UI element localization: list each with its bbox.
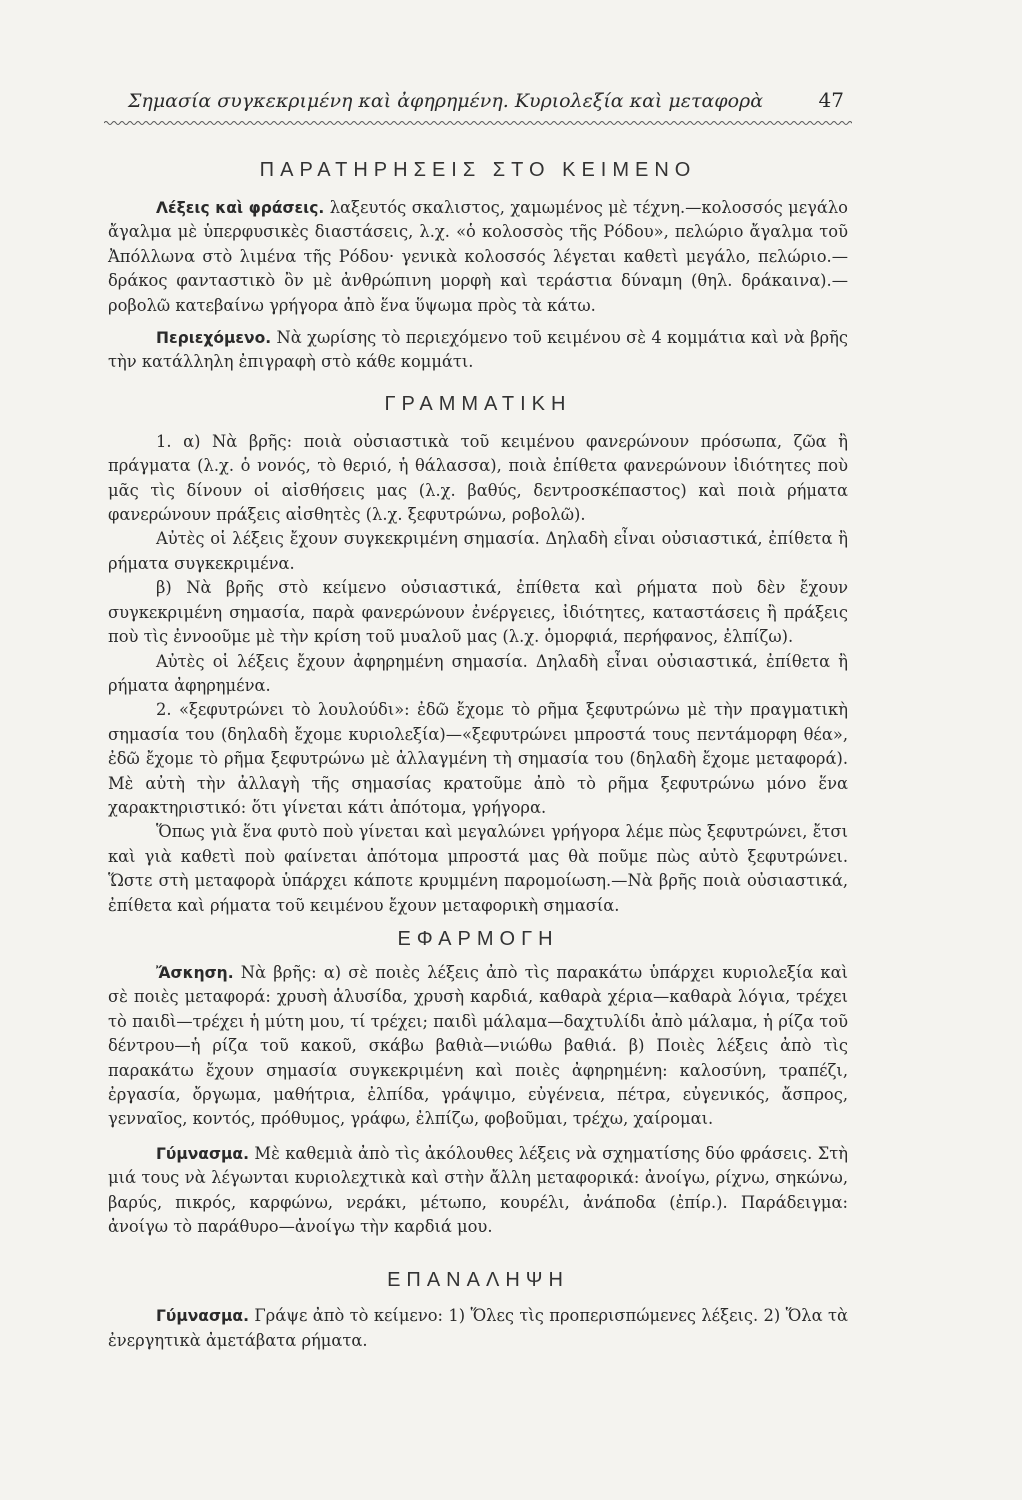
label-lexeis: Λέξεις καὶ φράσεις. [156, 199, 325, 217]
text-periexomeno: Νὰ χωρίσης τὸ περιεχόμενο τοῦ κειμένου σὲ 4 κομμάτια καὶ νὰ βρῆς τὴν κατάλληλη ἐπιγραφὴ στὸ κάθε κομμάτι. [108, 328, 848, 372]
label-askisi: Ἄσκηση. [156, 963, 234, 982]
grammar-p5: 2. «ξεφυτρώνει τὸ λουλούδι»: ἐδῶ ἔχομε τὸ ρῆμα ξεφυτρώνω μὲ τὴν πραγματικὴ σημασία του (δηλαδὴ ἔχομε κυριολεξία)—«ξεφυτρώνει μπροστά τους πεντάμορφη θέα», ἐδῶ ἔχομε τὸ ρῆμα ξεφυτρώνω μὲ ἀλλαγμένη τὴ σημασία του (δηλαδὴ ἔχομε μεταφορά). Μὲ αὐτὴ τὴν ἀλλαγὴ τῆς σημασίας κρατοῦμε ἀπὸ τὸ ρῆμα ξεφυτρώνω μόνο ἕνα χαρακτηριστικό: ὅτι γίνεται κάτι ἀπότομα, γρήγορα. [108, 700, 848, 817]
text-askisi: Νὰ βρῆς: α) σὲ ποιὲς λέξεις ἀπὸ τὶς παρακάτω ὑπάρχει κυριολεξία καὶ σὲ ποιὲς μεταφορά: χρυσὴ ἁλυσίδα, χρυσὴ καρδιά, καθαρὰ χέρια—καθαρὰ λόγια, τρέχει τὸ παιδὶ—τρέχει ἡ μύτη μου, τί τρέχει; παιδὶ μάλαμα—δαχτυλίδι ἀπὸ μάλαμα, ἡ ρίζα τοῦ δέντρου—ἡ ρίζα τοῦ κακοῦ, σκάβω βαθιὰ—νιώθω βαθιά. β) Ποιὲς λέξεις ἀπὸ τὶς παρακάτω ἔχουν σημασία συγκεκριμένη καὶ ποιὲς ἀφηρημένη: καλοσύνη, τραπέζι, ἐργασία, ὄργωμα, μαθήτρια, ἐλπίδα, γράψιμο, εὐγένεια, πέτρα, εὐγενικός, ἄσπρος, γενναῖος, κοντός, πρόθυμος, γράφω, ἐλπίζω, φοβοῦμαι, τρέχω, χαίρομαι. [108, 962, 848, 1129]
grammar-p3: β) Νὰ βρῆς στὸ κείμενο οὐσιαστικά, ἐπίθετα καὶ ρήματα ποὺ δὲν ἔχουν συγκεκριμένη σημασία, παρὰ φανερώνουν ἐνέργειες, ἰδιότητες, καταστάσεις ἢ πράξεις ποὺ τὶς ἐννοοῦμε μὲ τὴν κρίση τοῦ μυαλοῦ μας (λ.χ. ὁμορφιά, περήφανος, ἐλπίζω). [108, 578, 848, 647]
label-periexomeno: Περιεχόμενο. [156, 329, 272, 348]
text-review-gymnasma: Γράψε ἀπὸ τὸ κείμενο: 1) Ὅλες τὶς προπερισπώμενες λέξεις. 2) Ὅλα τὰ ἐνεργητικὰ ἀμετάβατα ρήματα. [108, 1306, 848, 1350]
text-lexeis: λαξευτός σκαλιστος, χαμωμένος μὲ τέχνη.—κολοσσός μεγάλο ἄγαλμα μὲ ὑπερφυσικὲς διαστάσεις, λ.χ. «ὁ κολοσσὸς τῆς Ρόδου», πελώριο ἄγαλμα τοῦ Ἀπόλλωνα στὸ λιμένα τῆς Ρόδου· γενικὰ κολοσσός λέγεται καθετὶ μεγάλο, πελώριο.—δράκος φανταστικὸ ὂν μὲ ἀνθρώπινη μορφὴ καὶ τεράστια δύναμη (θηλ. δράκαινα).—ροβολῶ κατεβαίνω γρήγορα ἀπὸ ἕνα ὕψωμα πρὸς τὰ κάτω. [108, 198, 848, 315]
grammar-p6: Ὅπως γιὰ ἕνα φυτὸ ποὺ γίνεται καὶ μεγαλώνει γρήγορα λέμε πὼς ξεφυτρώνει, ἔτσι καὶ γιὰ καθετὶ ποὺ φαίνεται ἀπότομα μπροστά μας θὰ ποῦμε πὼς αὐτὸ ξεφυτρώνει. Ὥστε στὴ μεταφορὰ ὑπάρχει κάποτε κρυμμένη παρομοίωση.—Νὰ βρῆς ποιὰ οὐσιαστικά, ἐπίθετα καὶ ρήματα τοῦ κειμένου ἔχουν μεταφορικὴ σημασία. [108, 822, 848, 915]
grammar-p1: 1. α) Νὰ βρῆς: ποιὰ οὐσιαστικὰ τοῦ κειμένου φανερώνουν πρόσωπα, ζῶα ἢ πράγματα (λ.χ. ὁ νονός, τὸ θεριό, ἡ θάλασσα), ποιὰ ἐπίθετα φανερώνουν ἰδιότητες ποὺ μᾶς τὶς δίνουν οἱ αἰσθήσεις μας (λ.χ. βαθύς, δεντροσκέπαστος) καὶ ποιὰ ρήματα φανερώνουν πράξεις αἰσθητὲς (λ.χ. ξεφυτρώνω, ροβολῶ). [108, 431, 848, 525]
paragraph-lexeis [108, 196, 848, 318]
grammar-p2: Αὐτὲς οἱ λέξεις ἔχουν συγκεκριμένη σημασία. Δηλαδὴ εἶναι οὐσιαστικά, ἐπίθετα ἢ ρήματα συγκεκριμένα. [108, 529, 848, 573]
running-header [108, 88, 848, 112]
label-gymnasma: Γύμνασμα. [156, 1144, 249, 1163]
section-notes [108, 159, 848, 375]
page [108, 88, 848, 1353]
heading-grammar: ΓΡΑΜΜΑΤΙΚΗ [384, 392, 572, 415]
running-title: Σημασία συγκεκριμένη καὶ ἀφηρημένη. Κυριολεξία καὶ μεταφορὰ [128, 90, 764, 112]
text-gymnasma: Μὲ καθεμιὰ ἀπὸ τὶς ἀκόλουθες λέξεις νὰ σχηματίσης δύο φράσεις. Στὴ μιά τους νὰ λέγωνται κυριολεχτικὰ καὶ στὴν ἄλλη μεταφορικά: ἀνοίγω, ρίχνω, σηκώνω, βαρύς, πικρός, καρφώνω, νεράκι, μέτωπο, κουρέλι, ἀνάποδα (ἐπίρ.). Παράδειγμα: ἀνοίγω τὸ παράθυρο—ἀνοίγω τὴν καρδιά μου. [108, 1143, 848, 1237]
page-number: 47 [818, 88, 844, 112]
paragraph-periexomeno [108, 326, 848, 375]
heading-notes: ΠΑΡΑΤΗΡΗΣΕΙΣ ΣΤΟ ΚΕΙΜΕΝΟ [259, 159, 697, 181]
grammar-p4: Αὐτὲς οἱ λέξεις ἔχουν ἀφηρημένη σημασία. Δηλαδὴ εἶναι οὐσιαστικά, ἐπίθετα ἢ ρήματα ἀφηρημένα. [108, 651, 848, 695]
paragraph-gymnasma [108, 1142, 848, 1240]
paragraph-askisi [108, 961, 848, 1132]
heading-application: ΕΦΑΡΜΟΓΗ [397, 927, 559, 950]
heading-review: ΕΠΑΝΑΛΗΨΗ [387, 1269, 569, 1292]
wavy-rule [104, 119, 852, 127]
paragraph-review [108, 1304, 848, 1353]
label-review-gymnasma: Γύμνασμα. [156, 1307, 249, 1326]
